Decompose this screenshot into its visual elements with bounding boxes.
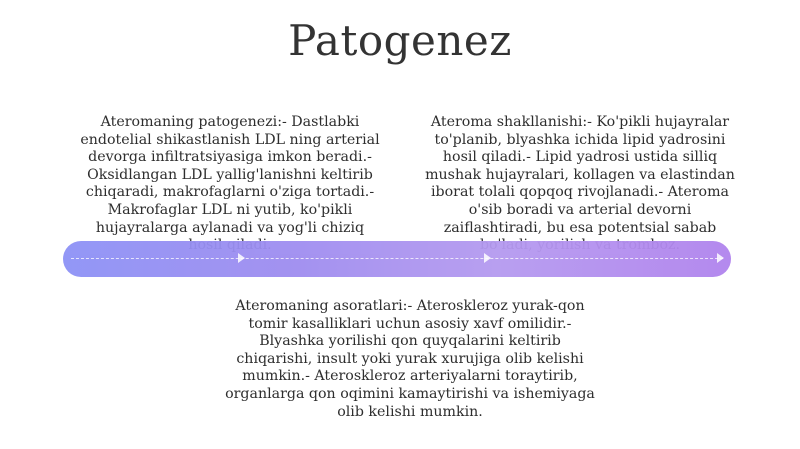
timeline-arrow-icon xyxy=(238,253,245,263)
atheroma-formation-text: Ateroma shakllanishi:- Ko'pikli hujayralar to'planib, blyashka ichida lipid yadrosini hosil qiladi.- Lipid yadrosi ustida silliq mushak hujayralari, kollagen va elastindan iborat tolali qopqoq rivojlanadi.- Ateroma o'sib boradi va arterial devorni zaiflashtiradi, bu esa potentsial sabab xyxy=(425,114,735,236)
timeline-dashed-line xyxy=(71,258,723,259)
complications-text: Ateromaning asoratlari:- Ateroskleroz yurak-qon tomir kasalliklari uchun asosiy xavf omilidir.- Blyashka yorilishi qon quyqalarini keltirib chiqarishi, insult yoki yurak xurujiga olib kelishi mumkin.- Ateroskleroz arteriyalarni toraytirib, organlarga qon oqimini kamaytirishi va ishemiyaga olib kelishi mumkin. xyxy=(225,298,595,420)
pathogenesis-text: Ateromaning patogenezi:- Dastlabki endotelial shikastlanish LDL ning arterial devorga infiltratsiyasiga imkon beradi.- Oksidlangan LDL yallig'lanishni keltirib chiqaradi, makrofaglarni o'ziga tortadi.- Makrofaglar LDL ni yutib, ko'pikli hujayralarga aylanadi va yog'li chiziq xyxy=(80,114,380,236)
timeline-arrow-icon xyxy=(484,253,491,263)
timeline-bar xyxy=(63,241,731,277)
timeline-arrow-icon xyxy=(717,253,724,263)
slide-title: Patogenez xyxy=(288,16,512,65)
